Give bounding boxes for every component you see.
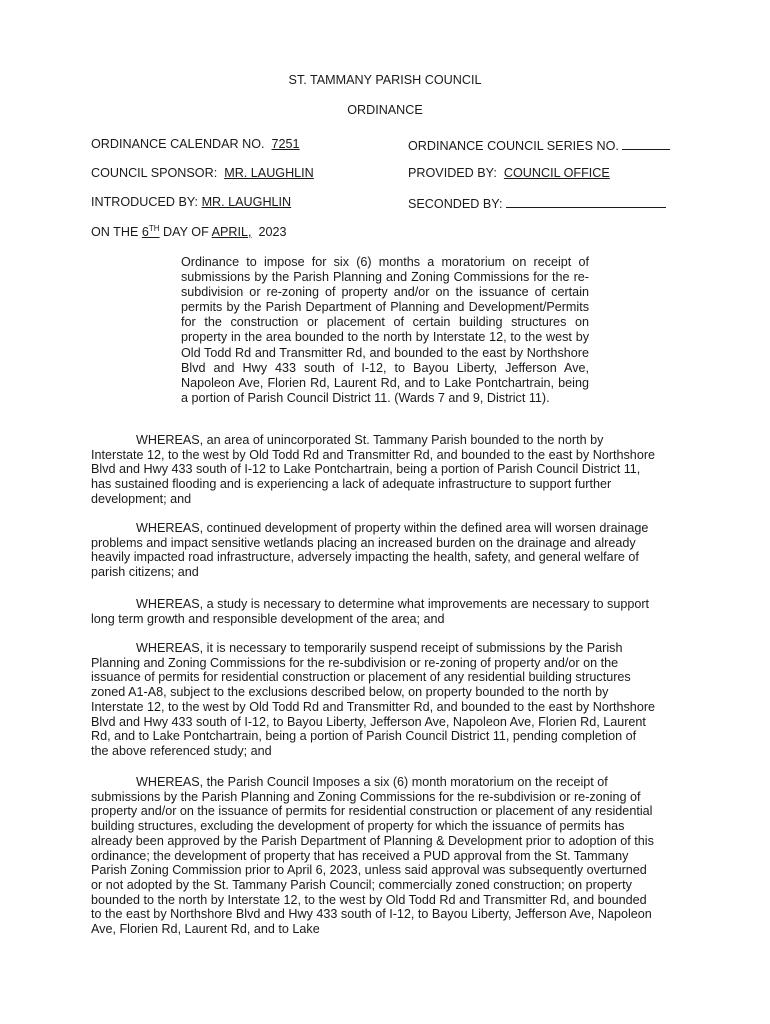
council-series-label: ORDINANCE COUNCIL SERIES NO. (408, 139, 619, 153)
ordinance-summary: Ordinance to impose for six (6) months a moratorium on receipt of submissions by the Parish Planning and Zoning Commissions for the re-subdivision or re-zoning of property and/or on the issuance of certain permits by the Parish Department of Planning and Development/Permits for the construction or placement of certain building structures on property in the area bounded to the north by Interstate 12, to the west by Old Todd Rd and Transmitter Rd, and bounded to the east by Northshore Blvd and Hwy 433 south of I-12, to Bayou Liberty, Jefferson Ave, Napoleon Ave, Florien Rd, Laurent Rd, and to Lake Pontchartrain, being a portion of Parish Council District 11. (Wards 7 and 9, District 11). (181, 255, 589, 405)
provided-by-value: COUNCIL OFFICE (503, 166, 610, 180)
council-series-blank (622, 137, 670, 150)
whereas-clause (91, 597, 657, 626)
adoption-date-line (91, 225, 287, 240)
seconded-by-label: SECONDED BY: (408, 197, 503, 211)
council-sponsor-field (91, 166, 314, 181)
council-sponsor-label: COUNCIL SPONSOR: (91, 166, 218, 180)
whereas-clause (91, 521, 657, 580)
whereas-text: WHEREAS, an area of unincorporated St. Tammany Parish bounded to the north by Interstate 12, to the west by Old Todd Rd and Transmitter Rd, and bounded to the east by Northshore Blvd and Hwy 433 south of I-12 to Lake Pontchartrain, being a portion of Parish Council District 11, has sustained flooding and is experiencing a lack of adequate infrastructure to support further development; and (91, 433, 656, 506)
whereas-text: WHEREAS, the Parish Council Imposes a six (6) month moratorium on the receipt of submissions by the Parish Planning and Zoning Commissions for the re-subdivision or re-zoning of property and/or on the issuance of permits for residential construction or placement of any residential building structures, excluding the development of property for which the issuance of permits has already been approved by the Parish Department of Planning & Development prior to adoption of this ordinance; the development of property that has received a PUD approval from the St. Tammany Parish Zoning Commission prior to April 6, 2023, unless said approval was subsequently overturned or not adopted by the St. Tammany Parish Council; commercially zoned construction; on property bounded to the north by Interstate 12, to the west by Old Todd Rd and Transmitter Rd, and bounded to the east by Northshore Blvd and Hwy 433 south of I-12, to Bayou Liberty, Jefferson Ave, Napoleon Ave, Florien Rd, Laurent Rd, and to Lake (91, 775, 654, 937)
whereas-clause (91, 775, 657, 937)
whereas-text: WHEREAS, a study is necessary to determine what improvements are necessary to support long term growth and responsible development of the area; and (91, 597, 650, 626)
whereas-text: WHEREAS, it is necessary to temporarily suspend receipt of submissions by the Parish Planning and Zoning Commissions for the re-subdivision or re-zoning of property and/or on the issuance of permits for residential construction or placement of any residential building structures zoned A1-A8, subject to the exclusions described below, on property bounded to the north by Interstate 12, to the west by Old Todd Rd and Transmitter Rd, and bounded to the east by Northshore Blvd and Hwy 433 south of I-12, to Bayou Liberty, Jefferson Ave, Napoleon Ave, Florien Rd, Laurent Rd, and to Lake Pontchartrain, being a portion of Parish Council District 11, pending completion of the above referenced study; and (91, 641, 656, 758)
council-heading: ST. TAMMANY PARISH COUNCIL (288, 73, 482, 87)
date-day-number: 6 (141, 225, 149, 239)
introduced-by-value: MR. LAUGHLIN (201, 195, 292, 209)
calendar-number-label: ORDINANCE CALENDAR NO. (91, 137, 265, 151)
introduced-by-label: INTRODUCED BY: (91, 195, 199, 209)
date-day (142, 225, 160, 239)
council-sponsor-value: MR. LAUGHLIN (224, 166, 314, 180)
calendar-number-field (91, 137, 300, 152)
provided-by-field (408, 166, 610, 181)
introduced-by-field (91, 195, 291, 210)
council-series-field (408, 137, 670, 154)
date-prefix: ON THE (91, 225, 139, 239)
date-month: APRIL, (211, 225, 252, 239)
date-year: 2023 (258, 225, 287, 239)
seconded-by-field (408, 195, 666, 212)
date-mid: DAY OF (163, 225, 209, 239)
date-day-suffix: TH (148, 223, 160, 233)
calendar-number-value: 7251 (271, 137, 300, 151)
document-type-heading: ORDINANCE (347, 103, 423, 117)
seconded-by-blank (506, 195, 666, 208)
whereas-text: WHEREAS, continued development of property within the defined area will worsen drainage problems and impact sensitive wetlands placing an increased burden on the drainage and already heavily impacted road infrastructure, adversely impacting the health, safety, and general welfare of parish citizens; and (91, 521, 649, 580)
whereas-clause (91, 641, 657, 759)
provided-by-label: PROVIDED BY: (408, 166, 497, 180)
whereas-clause (91, 433, 657, 507)
